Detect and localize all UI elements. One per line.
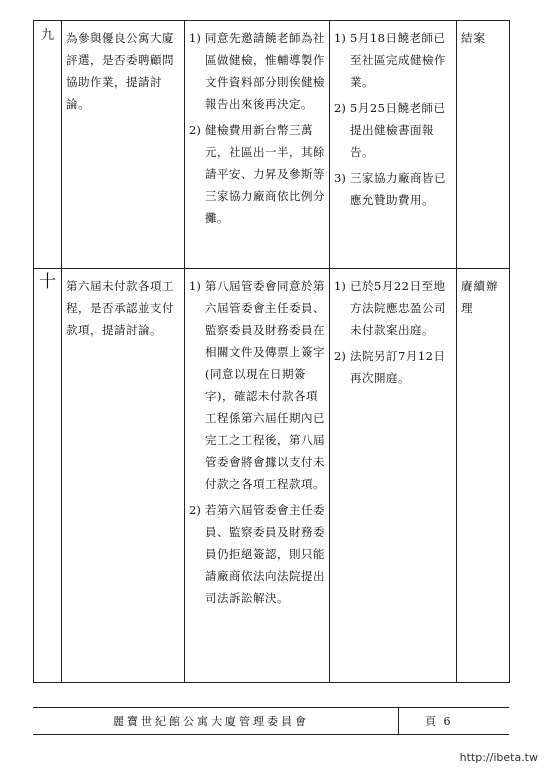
agenda-topic: 為參與優良公寓大廈評選，是否委聘顧問協助作業，提請討論。 [62, 21, 185, 269]
table-row [34, 269, 510, 683]
item-index: 1) [189, 31, 201, 45]
execution-cell [330, 269, 457, 683]
footer-divider [398, 708, 399, 734]
item-text: 同意先邀請饒老師為社區做健檢，惟輔導製作文件資料部分則俟健檢報告出來後再決定。 [205, 31, 325, 111]
item-index: 3) [334, 171, 346, 185]
item-text: 第八屆管委會同意於第六屆管委會主任委員、監察委員及財務委員在相關文件及傳票上簽字(同意以現在日期簽字)，確認未付款各項工程係第六屆任期內已完工之工程後，第八屆管委會將會據以支付未付款之各項工程款項。 [205, 279, 325, 491]
item-text: 5月18日饒老師已至社區完成健檢作業。 [350, 31, 446, 89]
list-item [189, 275, 325, 495]
item-index: 1) [334, 31, 346, 45]
page-footer [33, 707, 509, 735]
item-index: 2) [189, 123, 201, 137]
resolution-cell [185, 21, 330, 269]
minutes-table [33, 20, 510, 683]
agenda-topic: 第六屆未付款各項工程，是否承認並支付款項，提請討論。 [62, 269, 185, 683]
organization-name: 麗寶世紀館公寓大廈管理委員會 [113, 715, 309, 728]
list-item [334, 97, 452, 163]
resolution-cell [185, 269, 330, 683]
watermark-link[interactable]: http://ibeta.tw [459, 751, 538, 764]
status-cell: 結案 [457, 21, 510, 269]
list-item [189, 499, 325, 609]
item-text: 已於5月22日至地方法院應忠盈公司未付款案出庭。 [350, 279, 446, 337]
page-number: 頁 6 [425, 715, 453, 728]
table-row [34, 21, 510, 269]
item-index: 2) [189, 503, 201, 517]
list-item [334, 27, 452, 93]
list-item [189, 27, 325, 115]
item-index: 2) [334, 101, 346, 115]
item-index: 1) [189, 279, 201, 293]
item-text: 三家協力廠商皆已應允贊助費用。 [350, 171, 446, 207]
item-number: 十 [34, 269, 62, 683]
list-item [334, 345, 452, 389]
item-text: 5月25日饒老師已提出健檢書面報告。 [350, 101, 446, 159]
item-text: 健檢費用新台幣三萬元，社區出一半，其餘請平安、力昇及參斯等三家協力廠商依比例分攤。 [205, 123, 325, 225]
item-text: 法院另訂7月12日再次開庭。 [350, 349, 446, 385]
execution-cell [330, 21, 457, 269]
list-item [334, 275, 452, 341]
list-item [189, 119, 325, 229]
status-cell: 賡續辦理 [457, 269, 510, 683]
list-item [334, 167, 452, 211]
item-index: 2) [334, 349, 346, 363]
item-index: 1) [334, 279, 346, 293]
item-text: 若第六屆管委會主任委員、監察委員及財務委員仍拒絕簽認，則只能請廠商依法向法院提出司法訴訟解決。 [205, 503, 325, 605]
item-number: 九 [34, 21, 62, 269]
